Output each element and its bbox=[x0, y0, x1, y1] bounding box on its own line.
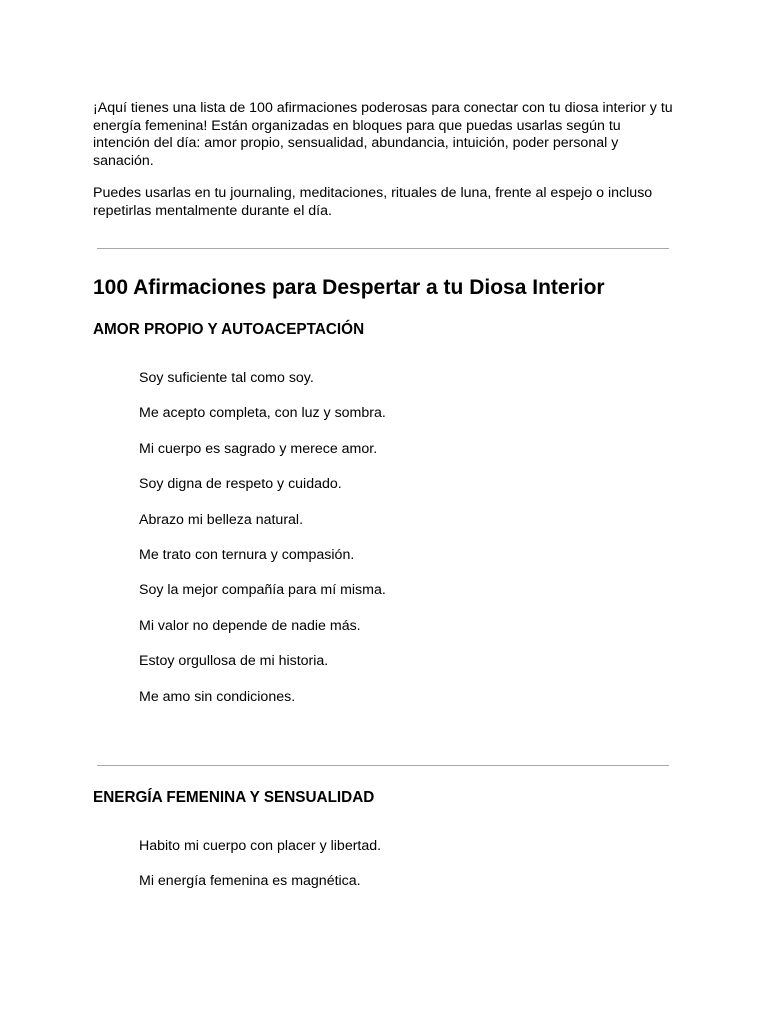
item-text: Soy digna de respeto y cuidado. bbox=[139, 476, 342, 493]
item-text: Habito mi cuerpo con placer y libertad. bbox=[139, 838, 382, 854]
item-text: Soy la mejor compañía para mí misma. bbox=[139, 582, 386, 599]
section-heading: AMOR PROPIO Y AUTOACEPTACIÓN bbox=[93, 321, 365, 338]
item-text: Mi valor no depende de nadie más. bbox=[139, 617, 361, 634]
item-text: Mi energía femenina es magnética. bbox=[139, 873, 361, 890]
document-title: 100 Afirmaciones para Despertar a tu Diosa Interior bbox=[93, 276, 605, 299]
intro-paragraph: ¡Aquí tienes una lista de 100 afirmaciones poderosas para conectar con tu diosa interior y tu energía femenina! Están organizadas en bloques para que puedas usarlas según tu intención del día: amor propio, sensualidad, abundancia, intuición, poder personal y sanación. bbox=[93, 100, 673, 169]
item-text: Me amo sin condiciones. bbox=[139, 688, 296, 705]
item-text: Mi cuerpo es sagrado y merece amor. bbox=[139, 440, 378, 457]
intro-block bbox=[93, 100, 678, 220]
item-text: Me acepto completa, con luz y sombra. bbox=[139, 405, 386, 422]
item-text: Estoy orgullosa de mi historia. bbox=[139, 653, 329, 670]
intro-paragraph: Puedes usarlas en tu journaling, meditaciones, rituales de luna, frente al espejo o incluso repetirlas mentalmente durante el día. bbox=[93, 185, 653, 219]
item-text: Soy suficiente tal como soy. bbox=[139, 370, 314, 386]
horizontal-divider bbox=[97, 765, 669, 766]
document-page bbox=[93, 100, 678, 890]
horizontal-divider bbox=[97, 248, 669, 249]
item-text: Me trato con ternura y compasión. bbox=[139, 546, 355, 563]
item-text: Abrazo mi belleza natural. bbox=[139, 511, 304, 528]
section-heading: ENERGÍA FEMENINA Y SENSUALIDAD bbox=[93, 789, 375, 806]
